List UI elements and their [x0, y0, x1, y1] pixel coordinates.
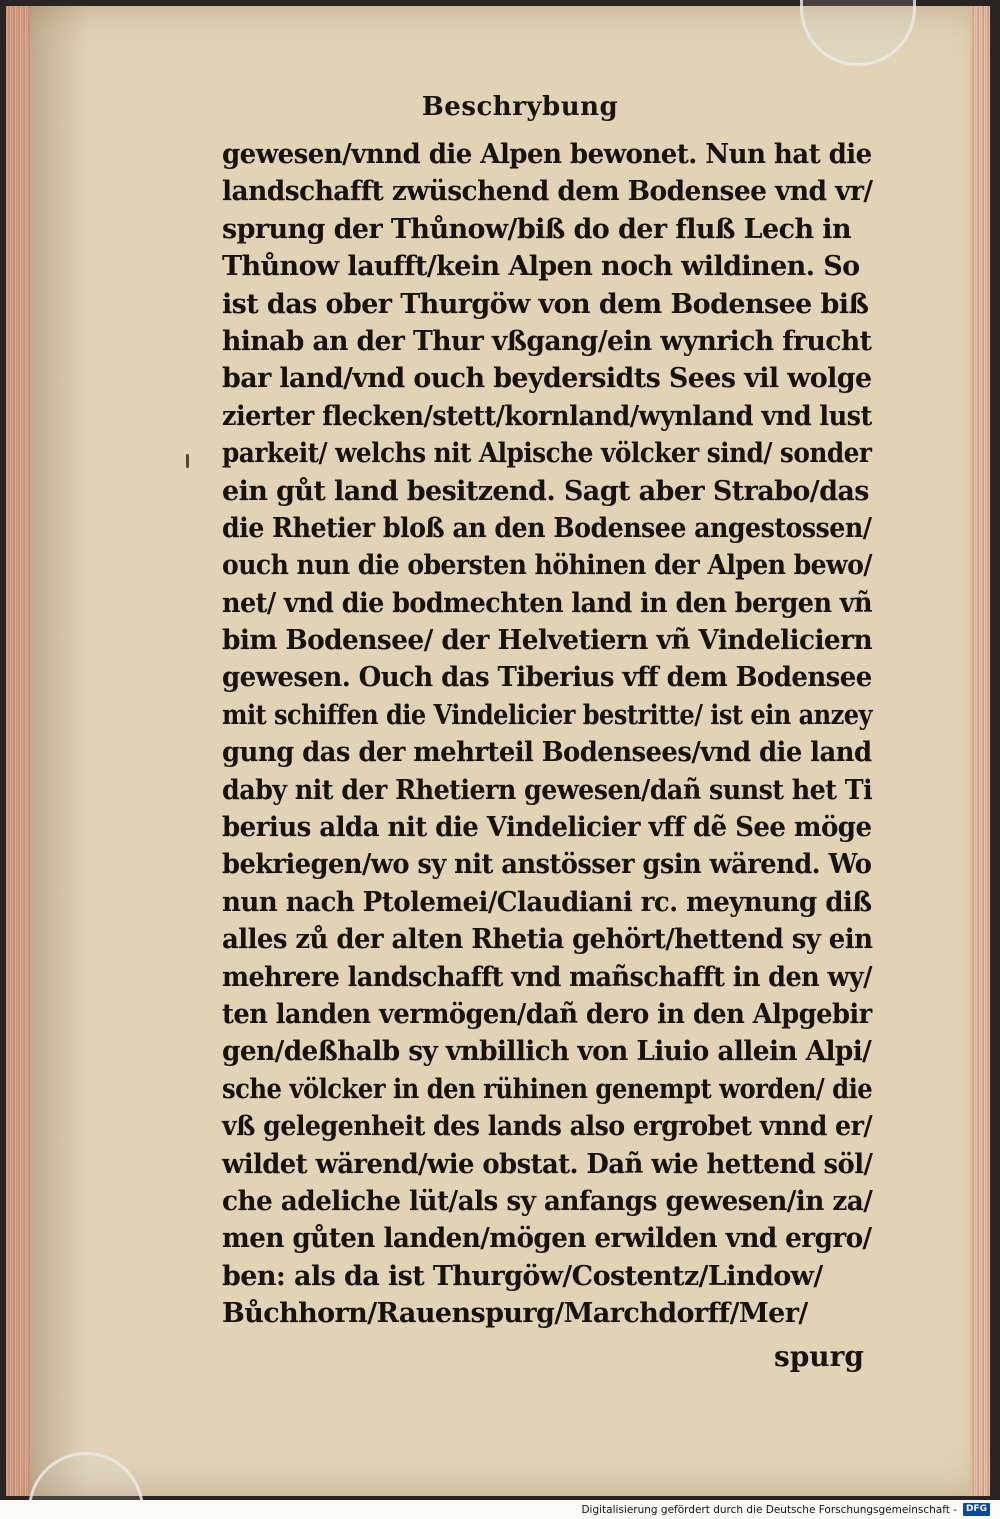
text-line: ein gůt land besitzend. Sagt aber Strabo/das	[222, 475, 869, 507]
text-line: bar land/vnd ouch beydersidts Sees vil wolge	[222, 363, 872, 395]
funding-notice: Digitalisierung gefördert durch die Deutsche Forschungsgemeinschaft -	[581, 1503, 957, 1516]
text-line: ouch nun die obersten höhinen der Alpen bewo/	[222, 550, 872, 582]
text-line: daby nit der Rhetiern gewesen/dañ sunst het Ti	[222, 774, 873, 806]
page-stack-edge-left	[6, 6, 30, 1496]
text-line: net/ vnd die bodmechten land in den bergen vñ	[222, 587, 873, 619]
text-line: bekriegen/wo sy nit anstösser gsin wärend. Wo	[222, 849, 872, 881]
text-line: bim Bodensee/ der Helvetiern vñ Vindeliciern	[222, 625, 873, 657]
text-line: gung das der mehrteil Bodensees/vnd die land	[222, 737, 872, 769]
text-line: ben: als da ist Thurgöw/Costentz/Lindow/	[222, 1260, 823, 1292]
margin-mark	[186, 454, 189, 468]
gutter-shadow	[30, 6, 90, 1496]
text-line: gen/deßhalb sy vnbillich von Liuio allein Alpi/	[222, 1036, 872, 1068]
text-line: gewesen. Ouch das Tiberius vff dem Bodensee	[222, 662, 872, 694]
running-head: Beschrybung	[421, 92, 619, 122]
text-line: che adeliche lüt/als sy anfangs gewesen/in za/	[222, 1185, 873, 1217]
text-line: men gůten landen/mögen erwilden vnd ergro/	[222, 1223, 872, 1255]
text-line: zierter flecken/stett/kornland/wynland vnd lust	[222, 400, 872, 432]
text-line: mit schiffen die Vindelicier bestritte/ ist ein anzey	[222, 699, 873, 731]
text-line: Thůnow laufft/kein Alpen noch wildinen. So	[222, 251, 860, 283]
footer-bar	[0, 1500, 1000, 1519]
text-line: mehrere landschafft vnd mañschafft in den wy/	[222, 961, 872, 993]
catchword: spurg	[773, 1340, 864, 1373]
text-line: sprung der Thůnow/biß do der fluß Lech in	[222, 213, 851, 245]
text-line: Bůchhorn/Rauenspurg/Marchdorff/Mer/	[222, 1298, 808, 1330]
text-line: vß gelegenheit des lands also ergrobet vnnd er/	[222, 1111, 873, 1143]
text-line: die Rhetier bloß an den Bodensee angestossen/	[222, 512, 872, 544]
text-line: parkeit/ welchs nit Alpische völcker sind/ sonder	[222, 438, 872, 470]
text-line: ten landen vermögen/dañ dero in den Alpgebir	[222, 998, 872, 1030]
text-line: sche völcker in den rühinen genempt worden/ die	[222, 1073, 873, 1105]
text-line: gewesen/vnnd die Alpen bewonet. Nun hat die	[222, 139, 872, 170]
text-line: nun nach Ptolemei/Claudiani rc. meynung diß	[222, 886, 872, 918]
text-line: wildet wärend/wie obstat. Dañ wie hettend söl/	[222, 1148, 873, 1180]
text-block	[222, 136, 872, 1333]
dfg-logo[interactable]: DFG	[963, 1503, 990, 1516]
text-line: landschafft zwüschend dem Bodensee vnd vr/	[222, 176, 873, 208]
text-line: alles zů der alten Rhetia gehört/hettend sy ein	[222, 924, 873, 956]
text-line: hinab an der Thur vßgang/ein wynrich frucht	[222, 325, 872, 357]
text-line: berius alda nit die Vindelicier vff dẽ See möge	[222, 812, 872, 844]
text-line: ist das ober Thurgöw von dem Bodensee biß	[222, 288, 869, 320]
page-stack-edge-right	[970, 6, 990, 1496]
